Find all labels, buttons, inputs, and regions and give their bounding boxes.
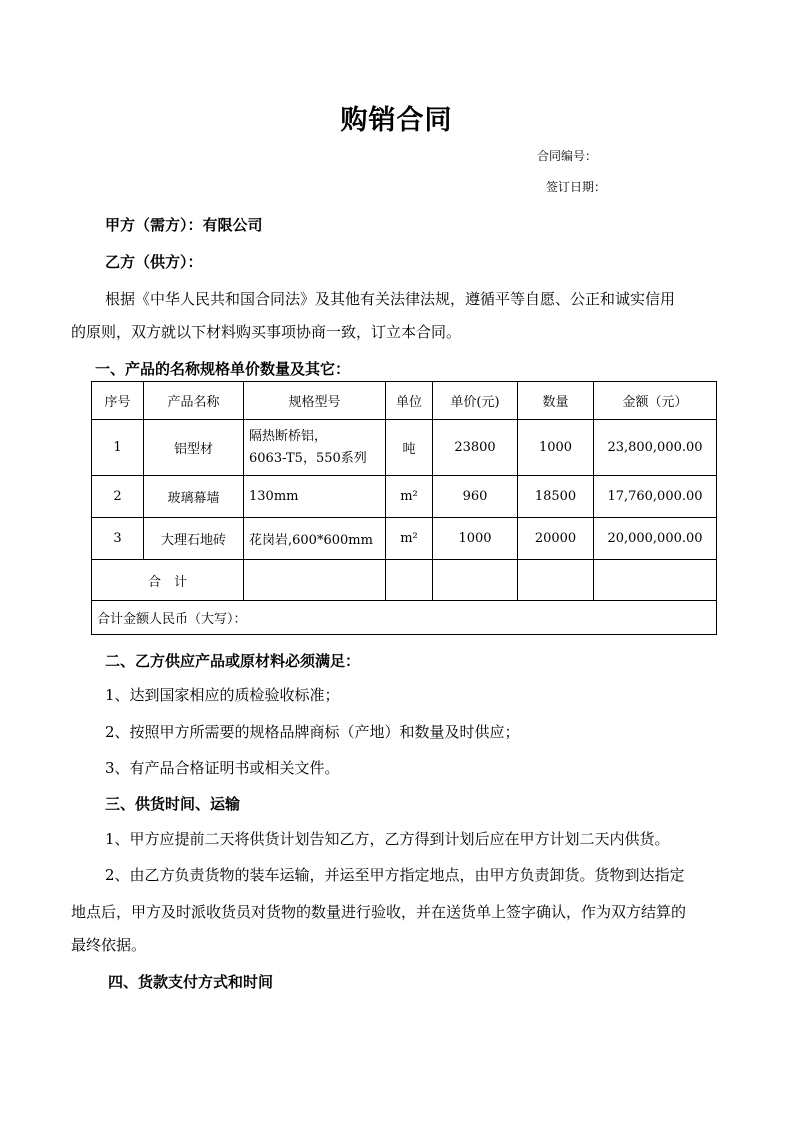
total-words-row — [92, 601, 717, 635]
party-a: 甲方（需方）：有限公司 — [105, 216, 263, 234]
total-in-words-label: 合计金额人民币（大写）： — [92, 601, 717, 635]
table-row — [92, 476, 717, 518]
intro-line-2: 的原则，双方就以下材料购买事项协商一致，订立本合同。 — [71, 323, 462, 341]
section-4-heading: 四、货款支付方式和时间 — [108, 973, 274, 991]
section-3-item-1: 1、甲方应提前二天将供货计划告知乙方，乙方得到计划后应在甲方计划二天内供货。 — [105, 830, 670, 848]
table-header-row — [92, 382, 717, 420]
header-cell: 规格型号 — [244, 382, 386, 420]
unit: 吨 — [386, 420, 433, 476]
section-2-item: 1、达到国家相应的质检验收标准； — [105, 686, 340, 704]
product-name: 玻璃幕墙 — [144, 476, 244, 518]
unit-price: 1000 — [433, 518, 518, 560]
product-name: 铝型材 — [144, 420, 244, 476]
row-number: 1 — [92, 420, 144, 476]
intro-line-1: 根据《中华人民共和国合同法》及其他有关法律法规，遵循平等自愿、公正和诚实信用 — [105, 290, 676, 308]
unit-price: 23800 — [433, 420, 518, 476]
header-cell: 单位 — [386, 382, 433, 420]
sign-date-label: 签订日期： — [546, 180, 607, 194]
document-title: 购销合同 — [340, 105, 453, 136]
amount: 23,800,000.00 — [594, 420, 717, 476]
section-3-item-2-line-2: 地点后，甲方及时派收货员对货物的数量进行验收，并在送货单上签字确认，作为双方结算的 — [71, 903, 687, 921]
total-empty-cell — [518, 560, 594, 601]
total-empty-cell — [244, 560, 386, 601]
quantity: 18500 — [518, 476, 594, 518]
total-empty-cell — [594, 560, 717, 601]
total-row — [92, 560, 717, 601]
section-2-item: 2、按照甲方所需要的规格品牌商标（产地）和数量及时供应； — [105, 723, 520, 741]
product-table — [91, 381, 717, 635]
spec-line: 隔热断桥铝， — [249, 428, 328, 444]
section-3-item-2-line-1: 2、由乙方负责货物的装车运输，并运至甲方指定地点，由甲方负责卸货。货物到达指定 — [105, 866, 685, 884]
spec-line: 6063-T5，550系列 — [249, 450, 367, 466]
quantity: 1000 — [518, 420, 594, 476]
total-empty-cell — [433, 560, 518, 601]
header-cell: 金额（元） — [594, 382, 717, 420]
header-cell: 数量 — [518, 382, 594, 420]
row-number: 2 — [92, 476, 144, 518]
total-label: 合 计 — [92, 560, 244, 601]
product-name: 大理石地砖 — [144, 518, 244, 560]
amount: 17,760,000.00 — [594, 476, 717, 518]
header-cell: 单价(元) — [433, 382, 518, 420]
table-row — [92, 518, 717, 560]
header-cell: 序号 — [92, 382, 144, 420]
section-2-heading: 二、乙方供应产品或原材料必须满足： — [105, 652, 361, 670]
product-spec — [244, 420, 386, 476]
section-3-heading: 三、供货时间、运输 — [105, 795, 241, 813]
section-1-heading: 一、产品的名称规格单价数量及其它： — [95, 360, 351, 378]
contract-number-label: 合同编号： — [537, 149, 598, 163]
product-spec: 130mm — [244, 476, 386, 518]
unit: m² — [386, 476, 433, 518]
unit: m² — [386, 518, 433, 560]
section-2-item: 3、有产品合格证明书或相关文件。 — [105, 759, 340, 777]
amount: 20,000,000.00 — [594, 518, 717, 560]
unit-price: 960 — [433, 476, 518, 518]
product-spec: 花岗岩,600*600mm — [244, 518, 386, 560]
header-cell: 产品名称 — [144, 382, 244, 420]
quantity: 20000 — [518, 518, 594, 560]
row-number: 3 — [92, 518, 144, 560]
total-empty-cell — [386, 560, 433, 601]
section-3-item-2-line-3: 最终依据。 — [71, 936, 147, 954]
party-b: 乙方（供方）： — [105, 253, 203, 271]
table-row — [92, 420, 717, 476]
